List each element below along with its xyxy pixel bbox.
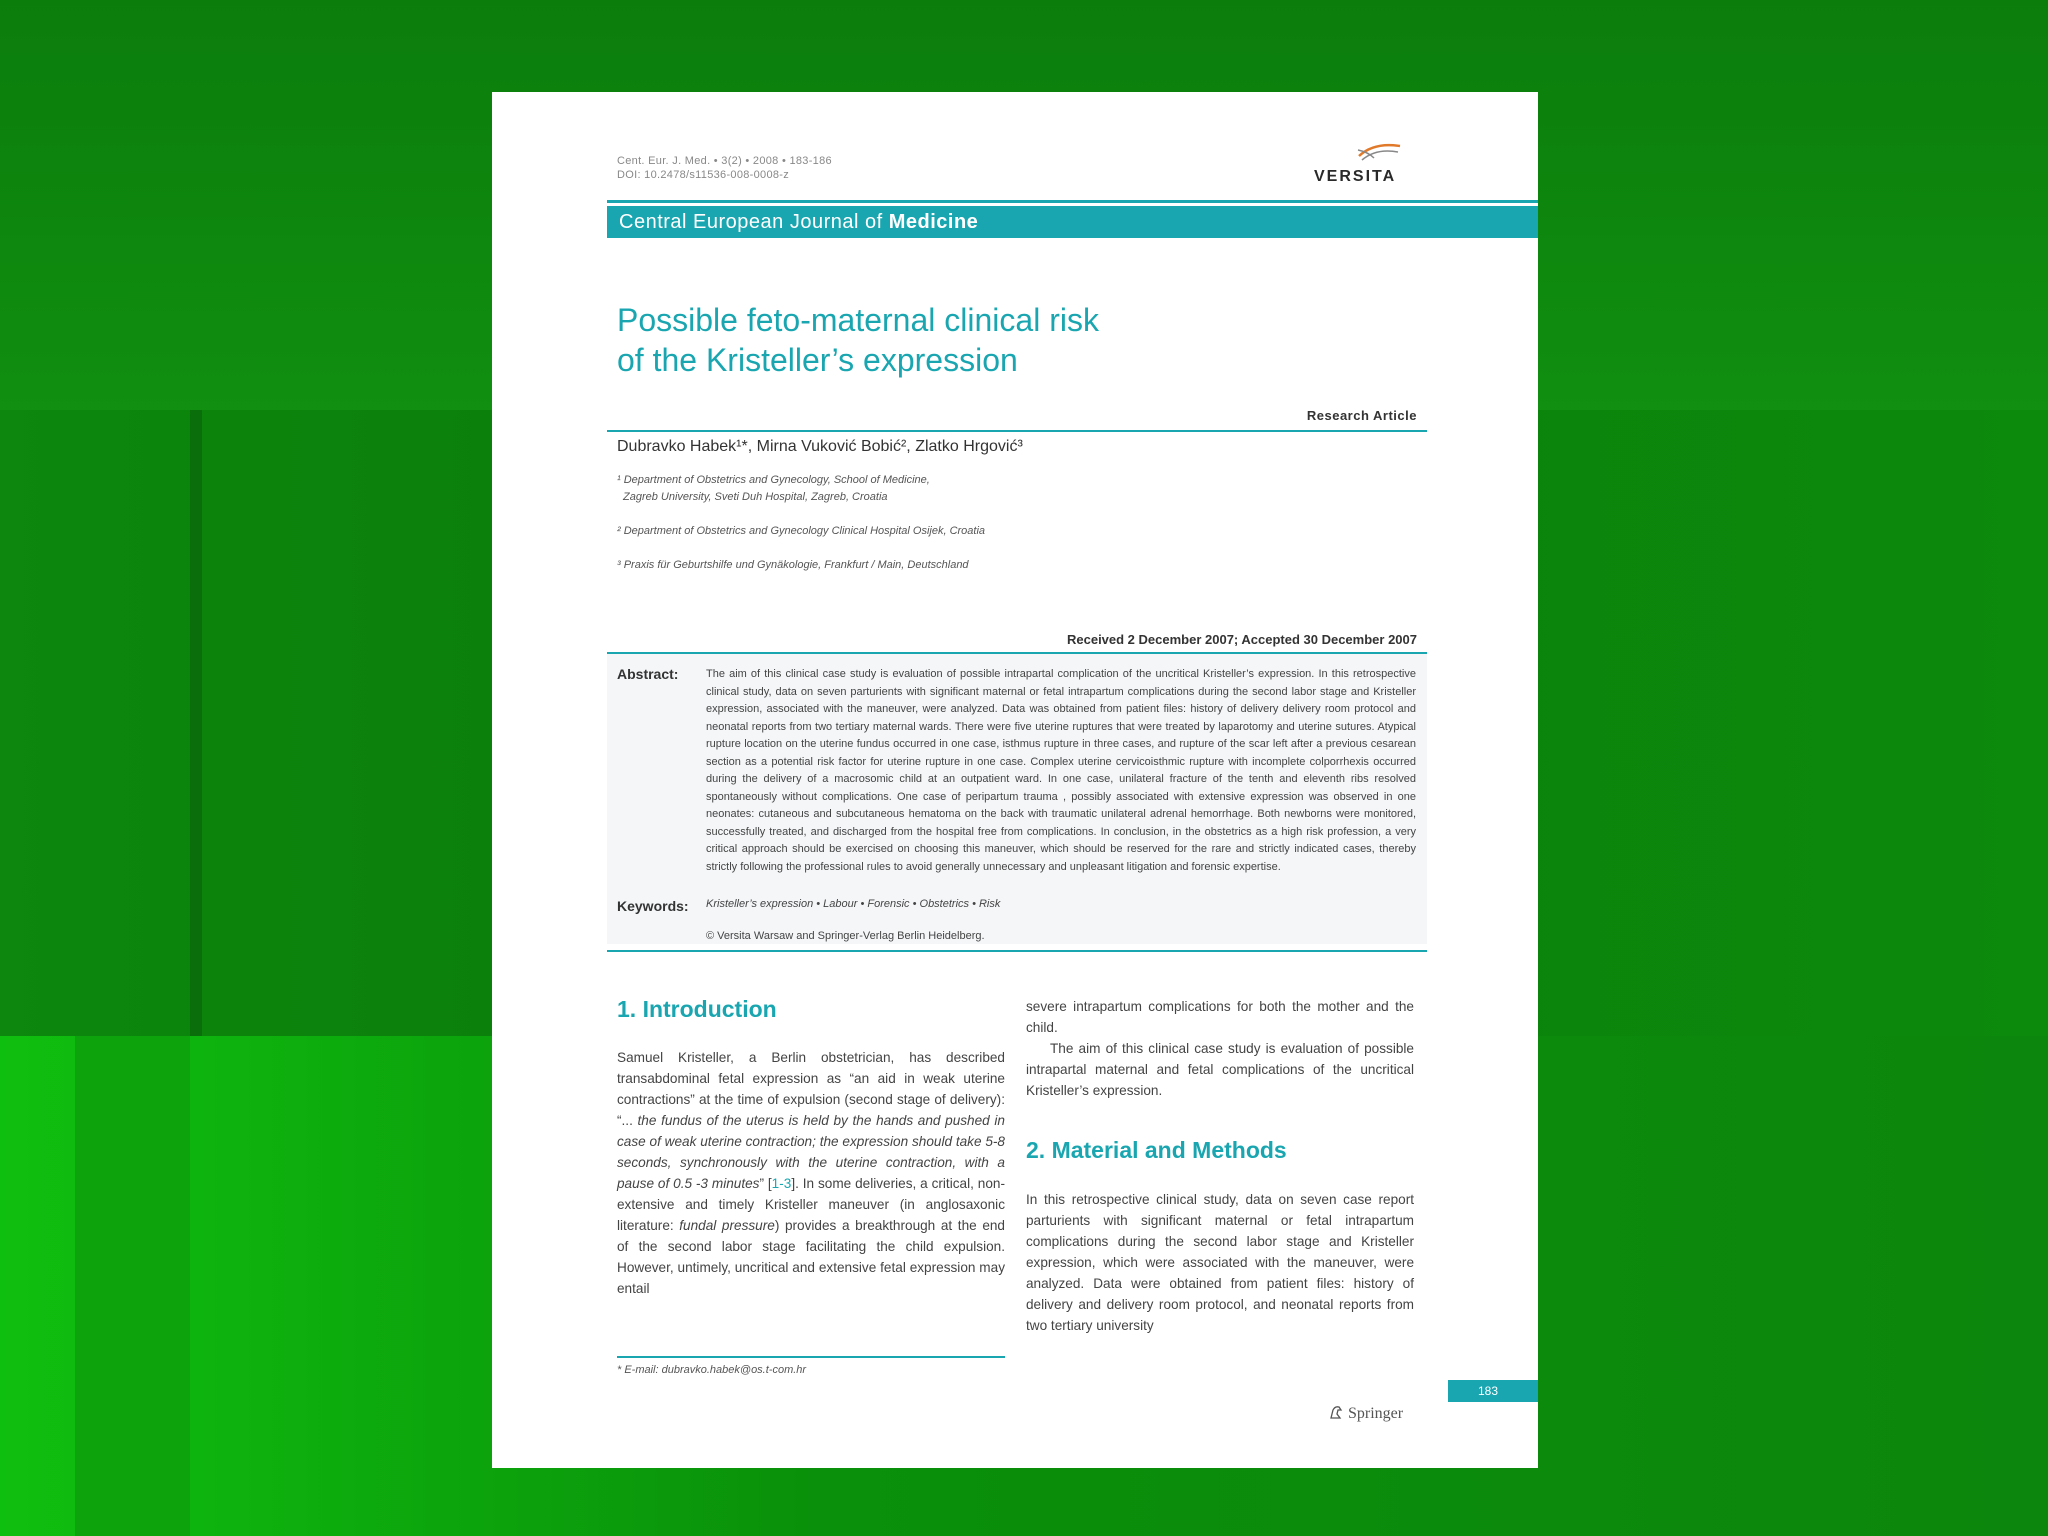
background-stripe bbox=[190, 410, 202, 1046]
journal-prefix: Central European Journal of bbox=[619, 211, 889, 233]
authors: Dubravko Habek¹*, Mirna Vuković Bobić², Zlatko Hrgović³ bbox=[617, 438, 1023, 455]
abstract-text: The aim of this clinical case study is evaluation of possible intrapartal complication of the uncritical Kristeller’s expression. In this retrospective clinical study, data on seven parturients with significant maternal or fetal intrapartum complications during the second labor stage and Kristeller expression, associated with the maneuver, were analyzed. Data was obtained from patient files: history of delivery delivery room protocol and neonatal reports from two tertiary maternal wards. There were five uterine ruptures that were treated by laparotomy and uterine sutures. Atypical rupture location on the uterine fundus occurred in one case, isthmus rupture in three cases, and rupture of the scar left after a previous cesarean section as a potential risk factor for uterine rupture in one case. Complex uterine cervicoisthmic rupture with incomplete colporrhexis occurred during the delivery of a macrosomic child at an outpatient ward. In one case, unilateral fracture of the tenth and eleventh ribs resolved spontaneously without complications. One case of peripartum trauma , possibly associated with extensive expression was observed in one neonates: cutaneous and subcutaneous hematoma on the back with traumatic unilateral adrenal hemorrhage. Both newborns were monitored, successfully treated, and discharged from the hospital free from complications. In conclusion, in the obstetrics as a high risk profession, a very critical approach should be exercised on choosing this maneuver, which should be reserved for the rare and strictly indicated cases, thereby strictly following the professional rules to avoid generally unnecessary and unpleasant litigation and forensic expertise. bbox=[706, 668, 1416, 873]
intro-text: Samuel Kristeller, a Berlin obstetrician, has described transabdominal fetal expression as “an aid in weak uterine contractions” at the time of expulsion (second stage of delivery): “... bbox=[617, 1050, 1005, 1128]
affiliation-line: ¹ Department of Obstetrics and Gynecology, School of Medicine, bbox=[617, 474, 930, 486]
abstract-label: Abstract: bbox=[617, 666, 679, 682]
affiliation-2: ² Department of Obstetrics and Gynecology Clinical Hospital Osijek, Croatia bbox=[617, 525, 986, 537]
journal-banner bbox=[607, 206, 1538, 238]
keywords-text: Kristeller’s expression • Labour • Forensic • Obstetrics • Risk bbox=[706, 898, 1001, 910]
intro-aim-text: The aim of this clinical case study is evaluation of possible intrapartal maternal and fetal complications of the uncritical Kristeller’s expression. bbox=[1026, 1041, 1414, 1098]
affiliation-1 bbox=[617, 472, 930, 506]
affiliation-line: Zagreb University, Sveti Duh Hospital, Zagreb, Croatia bbox=[623, 491, 888, 503]
page-number: 183 bbox=[1448, 1380, 1538, 1402]
footnote-email: * E-mail: dubravko.habek@os.t-com.hr bbox=[617, 1364, 807, 1376]
copyright: © Versita Warsaw and Springer-Verlag Berlin Heidelberg. bbox=[706, 930, 985, 942]
methods-paragraph: In this retrospective clinical study, data on seven case report parturients with significant maternal or fetal intrapartum complications during the second labor stage and Kristeller expression, which were associated with the maneuver, were analyzed. Data were obtained from patient files: history of delivery and delivery room protocol, and neonatal reports from two tertiary university bbox=[1026, 1192, 1414, 1333]
citation-line: Cent. Eur. J. Med. • 3(2) • 2008 • 183-186 bbox=[617, 155, 832, 167]
article-type: Research Article bbox=[1306, 408, 1417, 423]
citation bbox=[617, 154, 832, 182]
springer-horse-icon bbox=[1328, 1404, 1344, 1420]
journal-name: Medicine bbox=[888, 211, 979, 233]
title-line: of the Kristeller’s expression bbox=[617, 342, 1018, 378]
abstract-rule-bottom bbox=[607, 950, 1427, 952]
intro-text: ]. In some deliveries, a critical, non-extensive and timely Kristeller maneuver (in anglosaxonic literature: bbox=[617, 1176, 1005, 1233]
intro-text: ) provides a breakthrough at the end of the second labor stage facilitating the child expulsion. However, untimely, uncritical and extensive fetal expression may entail bbox=[617, 1218, 1005, 1296]
reference-link[interactable]: 1-3 bbox=[771, 1176, 792, 1191]
versita-logo bbox=[1314, 138, 1414, 188]
intro-continuation-text: severe intrapartum complications for both the mother and the child. bbox=[1026, 999, 1414, 1035]
intro-quote: the fundus of the uterus is held by the hands and pushed in case of weak uterine contraction; the expression should take 5-8 seconds, synchronously with the uterine contraction, with a pause of 0.5 -3 minutes bbox=[617, 1113, 1005, 1191]
title-line: Possible feto-maternal clinical risk bbox=[617, 302, 1099, 338]
intro-paragraph bbox=[617, 1047, 1005, 1299]
background-bottom-band bbox=[75, 1036, 190, 1536]
methods-heading: 2. Material and Methods bbox=[1026, 1137, 1287, 1163]
intro-continuation bbox=[1026, 996, 1414, 1101]
intro-text: ” [ bbox=[759, 1176, 772, 1191]
article-title bbox=[617, 300, 1237, 380]
received-dates: Received 2 December 2007; Accepted 30 December 2007 bbox=[1066, 632, 1417, 647]
affiliation-3: ³ Praxis für Geburtshilfe und Gynäkologie, Frankfurt / Main, Deutschland bbox=[617, 559, 969, 571]
intro-heading: 1. Introduction bbox=[617, 996, 777, 1022]
springer-logo bbox=[1328, 1404, 1403, 1423]
keywords-label: Keywords: bbox=[617, 898, 689, 914]
versita-wordmark: VERSITA bbox=[1314, 168, 1397, 185]
doi-line: DOI: 10.2478/s11536-008-0008-z bbox=[617, 169, 790, 181]
authors-rule bbox=[607, 430, 1427, 432]
footnote-rule bbox=[617, 1356, 1005, 1358]
header-rule bbox=[607, 200, 1538, 203]
intro-term: fundal pressure bbox=[679, 1218, 775, 1233]
springer-wordmark: Springer bbox=[1348, 1405, 1404, 1422]
paper-page bbox=[492, 92, 1538, 1468]
bird-icon bbox=[1314, 138, 1414, 168]
